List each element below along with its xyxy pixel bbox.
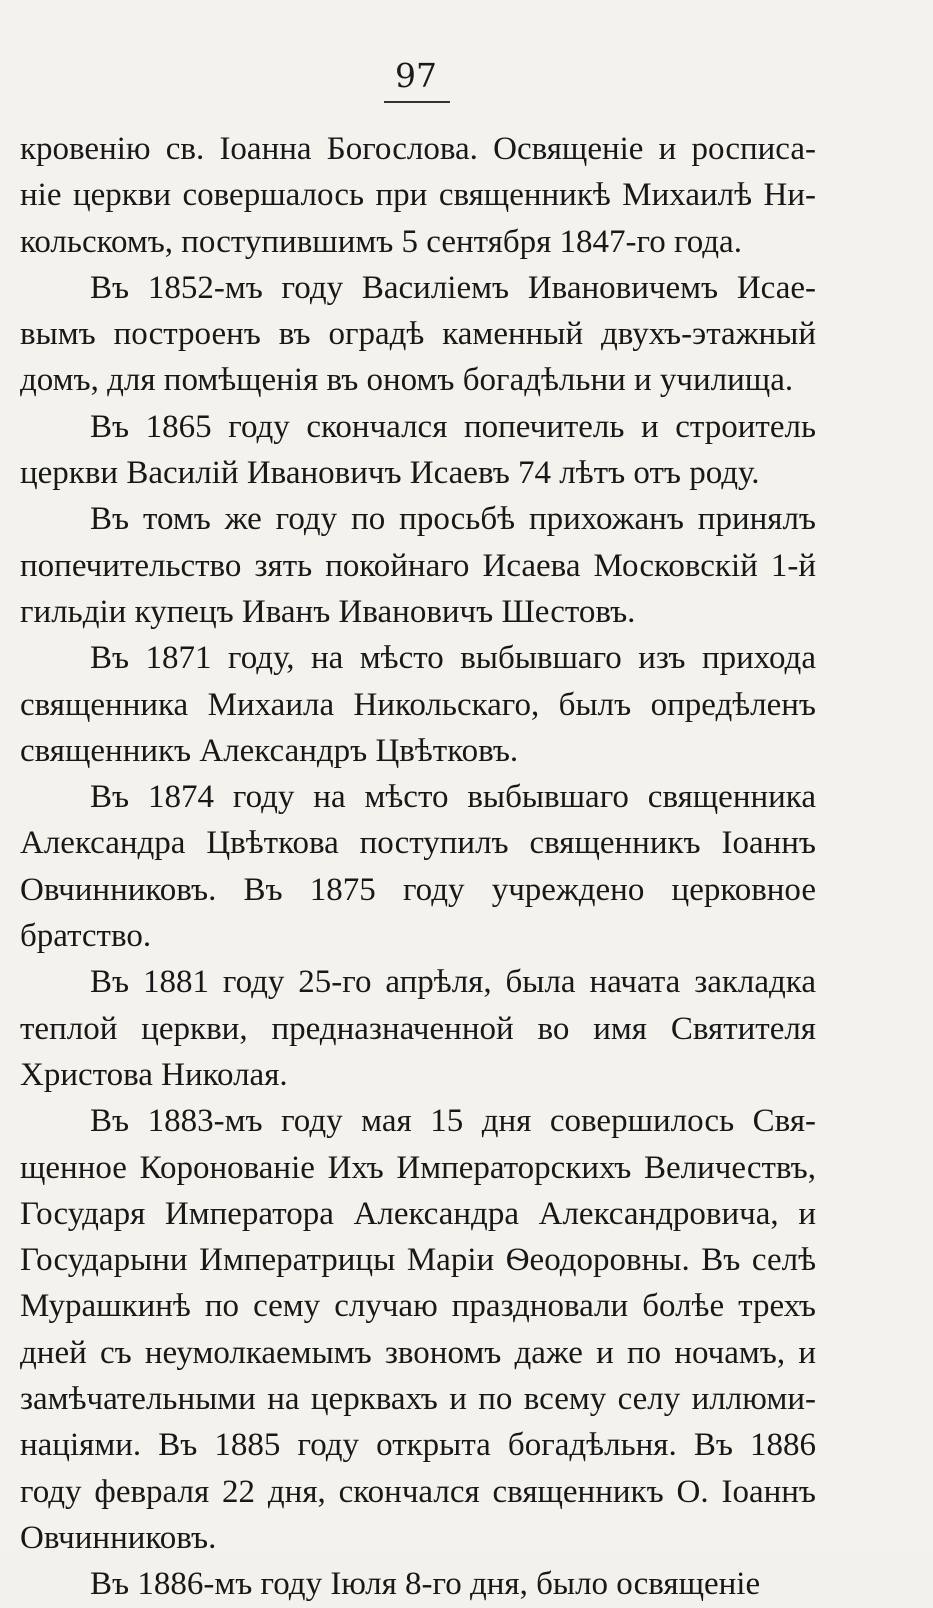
text-line: церкви Василій Ивановичъ Исаевъ 74 лѣтъ отъ роду. — [20, 455, 760, 492]
text-line: націями. Въ 1885 году открыта богадѣльня. Въ 1886 — [20, 1427, 816, 1464]
text-line: попечительство зять покойнаго Исаева Московскій 1-й — [20, 547, 816, 584]
text-line: священника Михаила Никольскаго, былъ опредѣленъ — [20, 686, 816, 723]
text-line: щенное Коронованіе Ихъ Императорскихъ Величествъ, — [20, 1149, 816, 1186]
page-number: 97 — [395, 56, 437, 95]
body-text — [20, 126, 816, 1608]
text-line: кровенію св. Іоанна Богослова. Освященіе и росписа- — [20, 131, 816, 167]
text-line: вымъ построенъ въ оградѣ каменный двухъ-этажный — [20, 316, 816, 353]
text-line: Въ томъ же году по просьбѣ прихожанъ принялъ — [90, 501, 816, 538]
text-line: домъ, для помѣщенія въ ономъ богадѣльни и училища. — [20, 362, 794, 399]
text-line: Въ 1881 году 25-го апрѣля, была начата закладка — [90, 964, 816, 1001]
text-line: Въ 1852-мъ году Василіемъ Ивановичемъ Исае- — [90, 269, 816, 306]
text-line: Въ 1874 году на мѣсто выбывшаго священника — [90, 779, 816, 816]
text-line: Овчинниковъ. — [20, 1519, 217, 1556]
text-line: Государя Императора Александра Александровича, и — [20, 1195, 816, 1232]
text-line: дней съ неумолкаемымъ звономъ даже и по ночамъ, и — [20, 1334, 816, 1371]
page-number-rule — [384, 101, 450, 103]
text-line: замѣчательными на церквахъ и по всему селу иллюми- — [20, 1381, 816, 1418]
text-line: Въ 1883-мъ году мая 15 дня совершилось Свя- — [90, 1103, 816, 1140]
text-line: Въ 1871 году, на мѣсто выбывшаго изъ прихода — [90, 640, 816, 677]
text-line: Въ 1886-мъ году Іюля 8-го дня, было освященіе — [90, 1566, 761, 1603]
text-line: кольскомъ, поступившимъ 5 сентября 1847-го года. — [20, 223, 742, 260]
text-line: Овчинниковъ. Въ 1875 году учреждено церковное — [20, 871, 816, 908]
text-line: ніе церкви совершалось при священникѣ Михаилѣ Ни- — [20, 177, 816, 214]
text-line: гильдіи купецъ Иванъ Ивановичъ Шестовъ. — [20, 593, 636, 630]
text-line: Мурашкинѣ по сему случаю праздновали болѣе трехъ — [20, 1288, 816, 1325]
text-line: Государыни Императрицы Маріи Ѳеодоровны. Въ селѣ — [20, 1242, 816, 1279]
text-line: Христова Николая. — [20, 1056, 288, 1093]
text-line: теплой церкви, предназначенной во имя Святителя — [20, 1010, 816, 1047]
text-line: священникъ Александръ Цвѣтковъ. — [20, 732, 519, 769]
text-line: Въ 1865 году скончался попечитель и строитель — [90, 408, 816, 445]
text-line: братство. — [20, 918, 152, 955]
text-line: Александра Цвѣткова поступилъ священникъ Іоаннъ — [20, 825, 816, 862]
text-line: году февраля 22 дня, скончался священникъ О. Іоаннъ — [20, 1473, 816, 1510]
